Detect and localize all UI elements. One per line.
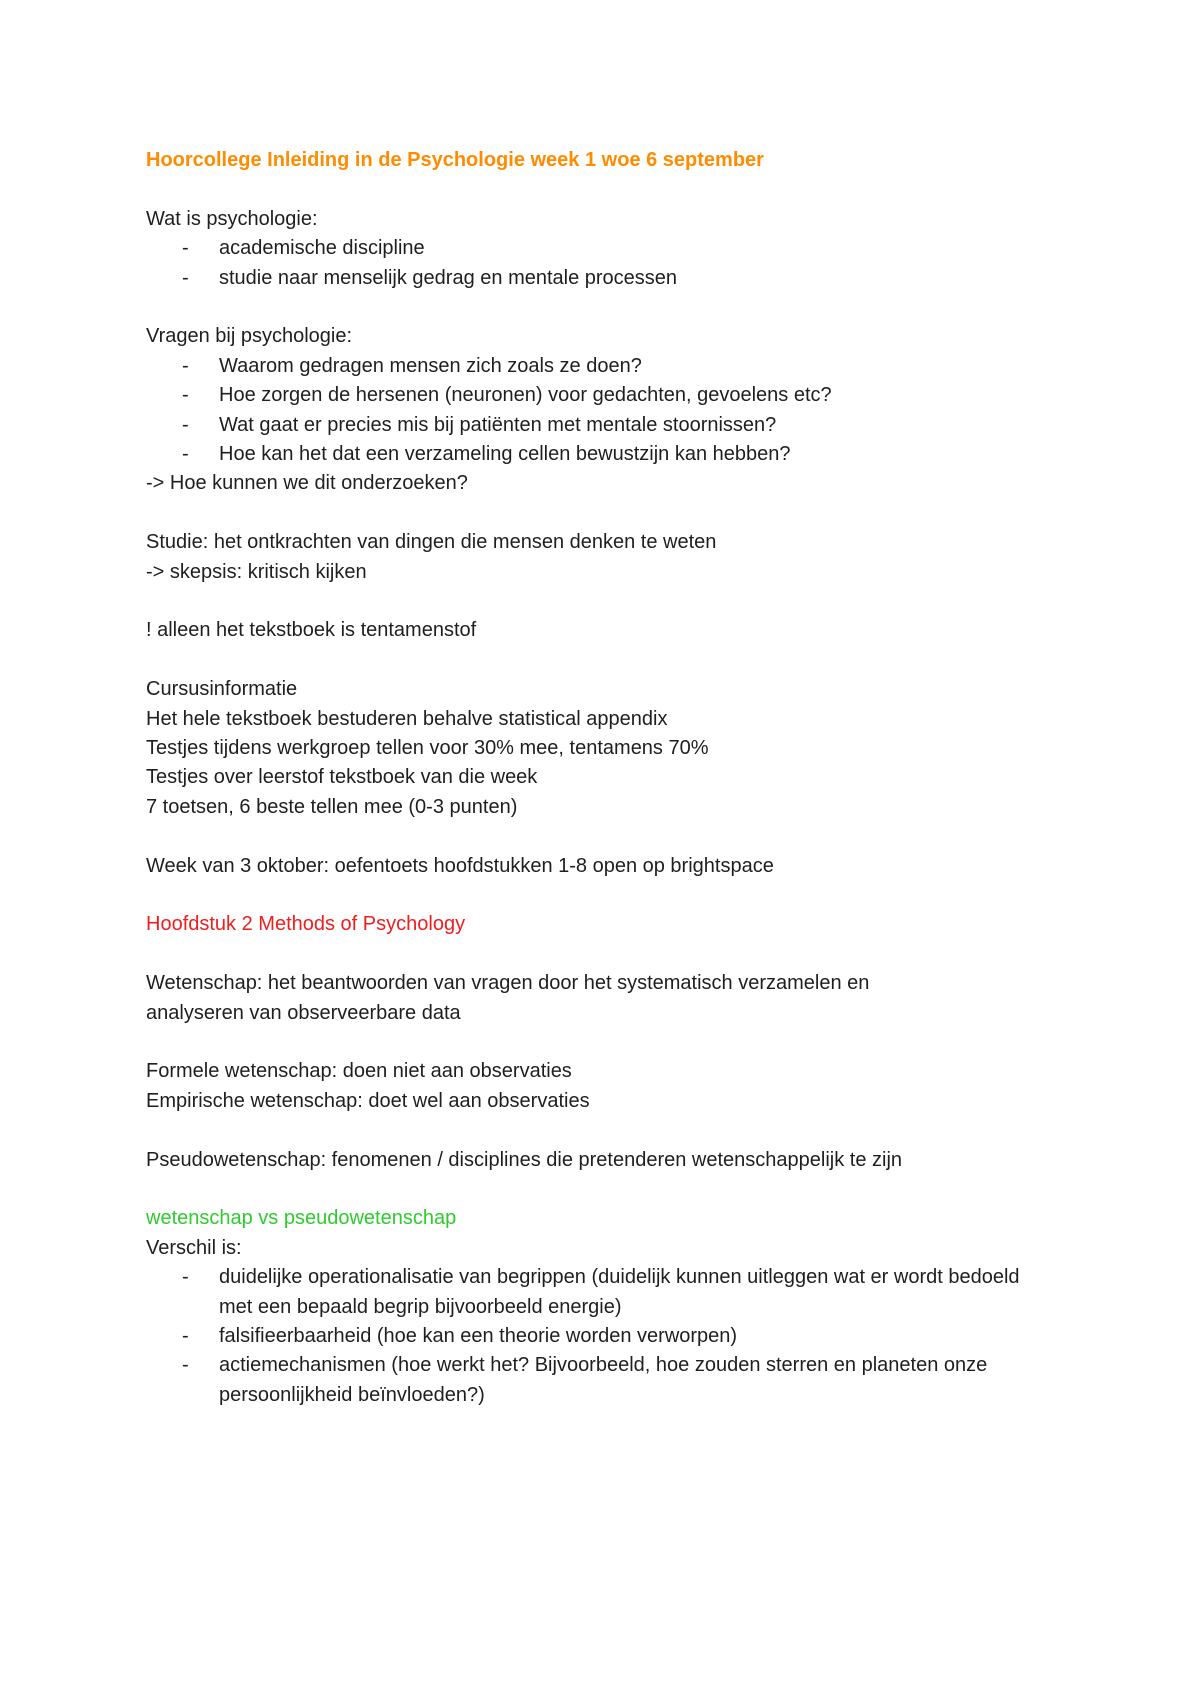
list-item [146, 440, 1039, 469]
spacer [146, 1116, 1080, 1145]
dash-bullet: - [182, 1354, 189, 1377]
list-wat-is-psychologie [146, 234, 1080, 293]
paragraph-studie: Studie: het ontkrachten van dingen die mensen denken te weten [146, 531, 717, 554]
paragraph-oefentoets: Week van 3 oktober: oefentoets hoofdstukken 1-8 open op brightspace [146, 854, 774, 877]
dash-bullet: - [182, 443, 189, 466]
list-item-text: studie naar menselijk gedrag en mentale processen [219, 266, 678, 289]
list-vragen [146, 352, 1080, 470]
list-item-text: academische discipline [219, 237, 425, 260]
list-item-text: Waarom gedragen mensen zich zoals ze doen? [219, 354, 642, 377]
list-item [146, 352, 1039, 381]
document-title: Hoorcollege Inleiding in de Psychologie week 1 woe 6 september [146, 149, 764, 171]
cursus-line: Het hele tekstboek bestuderen behalve statistical appendix [146, 707, 668, 730]
section-heading-vragen: Vragen bij psychologie: [146, 325, 353, 348]
arrow-note-onderzoeken: -> Hoe kunnen we dit onderzoeken? [146, 472, 468, 495]
list-item [146, 411, 1039, 440]
paragraph-empirische-wetenschap: Empirische wetenschap: doet wel aan observaties [146, 1089, 590, 1112]
list-item [146, 1263, 1039, 1322]
section-heading-wat-is-psychologie: Wat is psychologie: [146, 207, 318, 230]
spacer [146, 940, 1080, 969]
spacer [146, 881, 1080, 910]
spacer [146, 293, 1080, 322]
list-item-text: actiemechanismen (hoe werkt het? Bijvoorbeeld, hoe zouden sterren en planeten onze persoonlijkheid beïnvloeden?) [219, 1354, 988, 1406]
list-item [146, 234, 1039, 263]
dash-bullet: - [182, 266, 189, 289]
list-item-text: Hoe zorgen de hersenen (neuronen) voor gedachten, gevoelens etc? [219, 384, 832, 407]
cursus-line: 7 toetsen, 6 beste tellen mee (0-3 punten) [146, 795, 518, 818]
spacer [146, 646, 1080, 675]
dash-bullet: - [182, 354, 189, 377]
paragraph-wetenschap: Wetenschap: het beantwoorden van vragen door het systematisch verzamelen en analyseren van observeerbare data [146, 972, 870, 1024]
cursus-line: Testjes over leerstof tekstboek van die week [146, 766, 538, 789]
list-verschil [146, 1263, 1080, 1410]
spacer [146, 587, 1080, 616]
dash-bullet: - [182, 237, 189, 260]
paragraph-formele-wetenschap: Formele wetenschap: doen niet aan observaties [146, 1060, 572, 1083]
section-heading-verschil: Verschil is: [146, 1236, 242, 1259]
spacer [146, 175, 1080, 204]
chapter-heading: Hoofdstuk 2 Methods of Psychology [146, 913, 466, 936]
list-item [146, 1351, 1039, 1410]
spacer [146, 1028, 1080, 1057]
subheading-wetenschap-vs-pseudowetenschap: wetenschap vs pseudowetenschap [146, 1207, 457, 1230]
list-item-text: duidelijke operationalisatie van begrippen (duidelijk kunnen uitleggen wat er wordt bedoeld met een bepaald begrip bijvoorbeeld energie) [219, 1266, 1020, 1318]
dash-bullet: - [182, 1266, 189, 1289]
list-item [146, 1322, 1039, 1351]
section-heading-cursusinformatie: Cursusinformatie [146, 678, 298, 701]
list-item [146, 264, 1039, 293]
list-item-text: Hoe kan het dat een verzameling cellen bewustzijn kan hebben? [219, 443, 791, 466]
list-item-text: Wat gaat er precies mis bij patiënten met mentale stoornissen? [219, 413, 777, 436]
list-item [146, 381, 1039, 410]
dash-bullet: - [182, 413, 189, 436]
paragraph-pseudowetenschap: Pseudowetenschap: fenomenen / disciplines die pretenderen wetenschappelijk te zijn [146, 1148, 903, 1171]
spacer [146, 499, 1080, 528]
cursus-line: Testjes tijdens werkgroep tellen voor 30% mee, tentamens 70% [146, 737, 709, 760]
note-tentamenstof: ! alleen het tekstboek is tentamenstof [146, 619, 477, 642]
spacer [146, 822, 1080, 851]
dash-bullet: - [182, 384, 189, 407]
dash-bullet: - [182, 1325, 189, 1348]
spacer [146, 1175, 1080, 1204]
arrow-note-skepsis: -> skepsis: kritisch kijken [146, 560, 367, 583]
list-item-text: falsifieerbaarheid (hoe kan een theorie worden verworpen) [219, 1325, 738, 1348]
